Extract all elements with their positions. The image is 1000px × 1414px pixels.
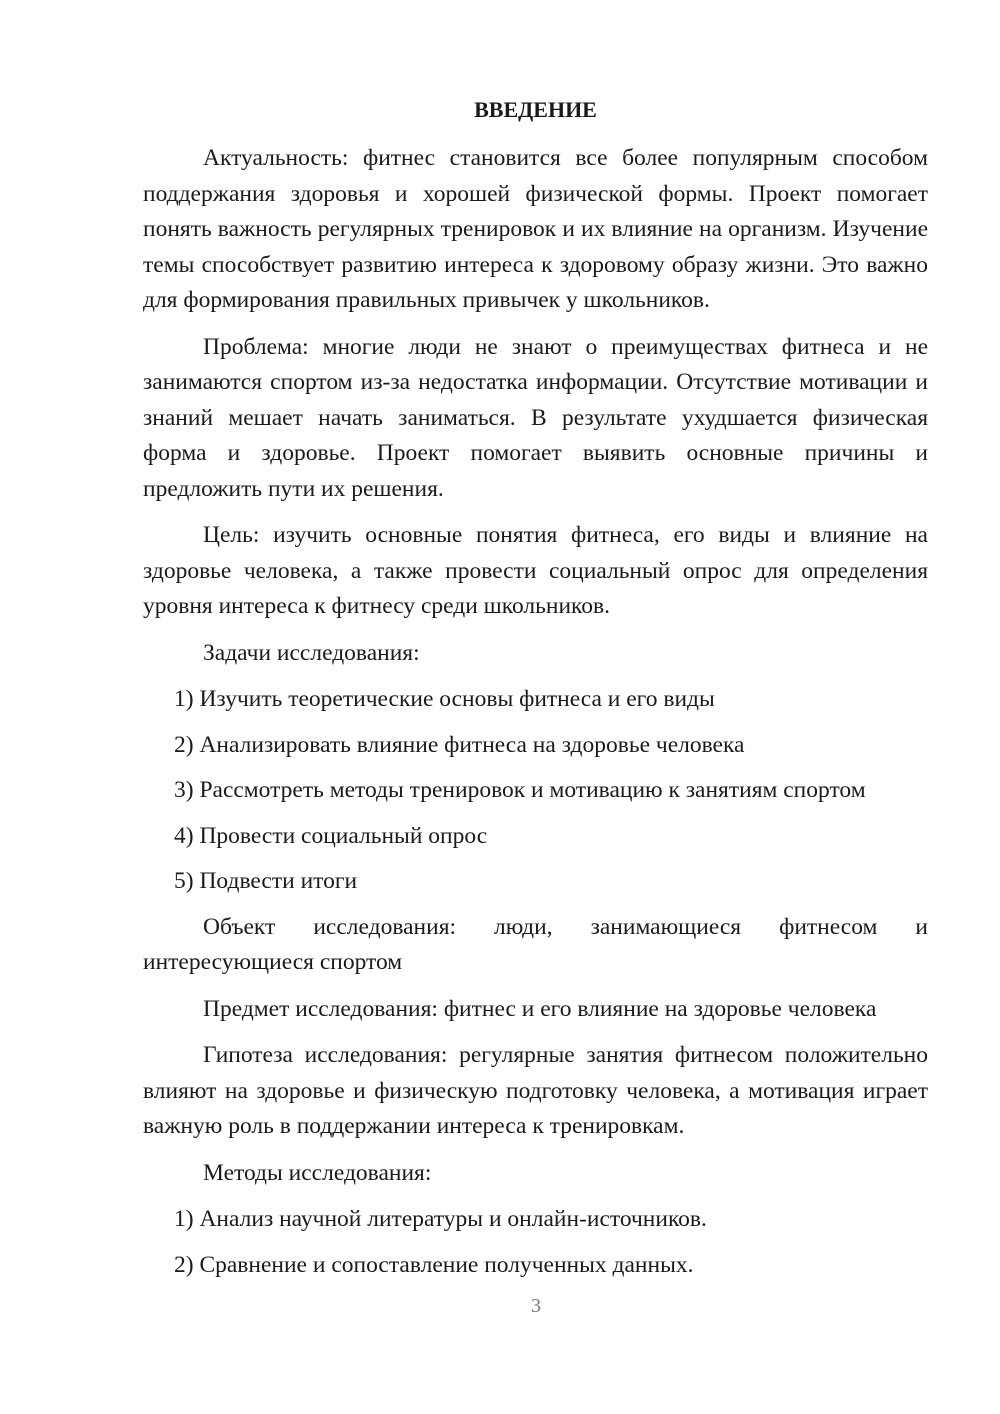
method-item-1: 1) Анализ научной литературы и онлайн-источников. xyxy=(174,1206,707,1232)
task-item-3: 3) Рассмотреть методы тренировок и мотивацию к занятиям спортом xyxy=(174,777,866,803)
task-item-4: 4) Провести социальный опрос xyxy=(174,822,488,849)
paragraph-subject: Предмет исследования: фитнес и его влияние на здоровье человека xyxy=(203,995,877,1022)
task-item-5: 5) Подвести итоги xyxy=(174,868,358,894)
paragraph-goal: Цель: изучить основные понятия фитнеса, его виды и влияние на здоровье человека, а также провести социальный опрос для определения уровня интереса к фитнесу среди школьников. xyxy=(143,522,928,619)
paragraph-problem: Проблема: многие люди не знают о преимуществах фитнеса и не занимаются спортом из-за недостатка информации. Отсутствие мотивации и знаний мешает начать заниматься. В результате ухудшается физическая форма и здоровье. Проект помогает выявить основные причины и предложить пути их решения. xyxy=(143,333,928,502)
task-item-2: 2) Анализировать влияние фитнеса на здоровье человека xyxy=(174,731,745,758)
tasks-title: Задачи исследования: xyxy=(203,639,420,666)
method-item-2: 2) Сравнение и сопоставление полученных данных. xyxy=(174,1251,694,1278)
page-number: 3 xyxy=(531,1295,541,1317)
methods-title: Методы исследования: xyxy=(203,1159,432,1186)
paragraph-hypothesis: Гипотеза исследования: регулярные занятия фитнесом положительно влияют на здоровье и физическую подготовку человека, а мотивация играет важную роль в поддержании интереса к тренировкам. xyxy=(143,1042,928,1139)
document-body xyxy=(143,92,928,1293)
task-item-1: 1) Изучить теоретические основы фитнеса и его виды xyxy=(174,686,715,712)
paragraph-object: Объект исследования: люди, занимающиеся фитнесом и интересующиеся спортом xyxy=(143,913,928,975)
section-heading: ВВЕДЕНИЕ xyxy=(474,97,597,122)
paragraph-relevance: Актуальность: фитнес становится все более популярным способом поддержания здоровья и хорошей физической формы. Проект помогает понять важность регулярных тренировок и их влияние на организм. Изучение темы способствует развитию интереса к здоровому образу жизни. Это важно для формирования правильных привычек у школьников. xyxy=(143,145,928,313)
